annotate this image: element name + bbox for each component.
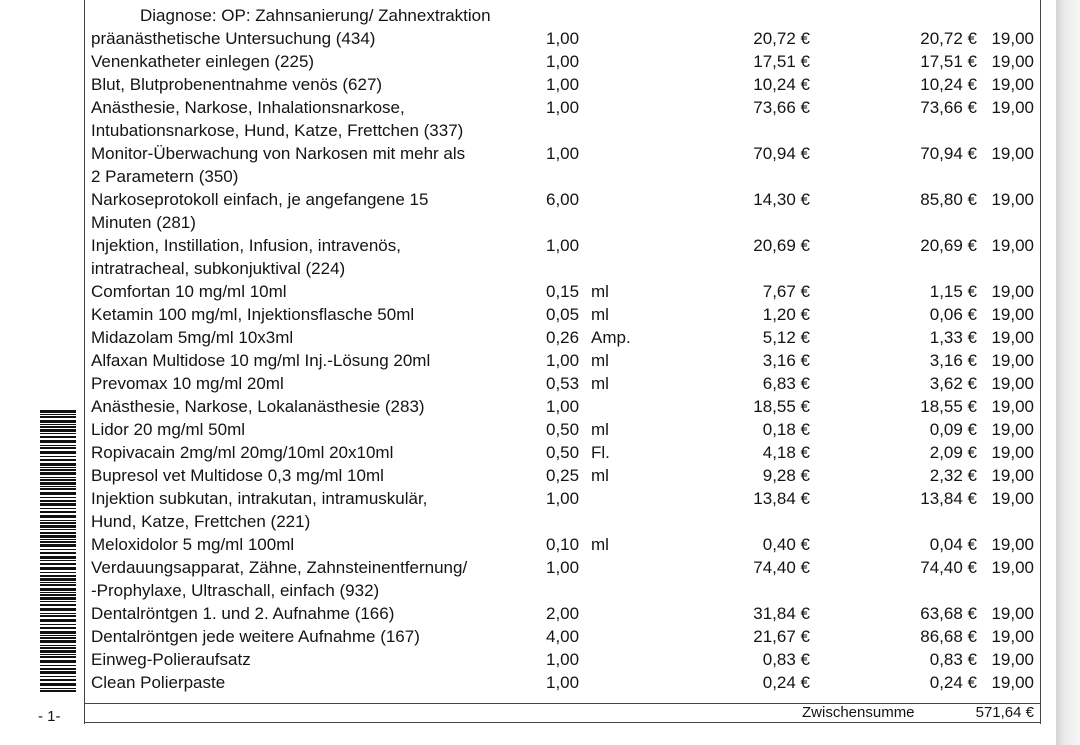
- barcode-bar: [40, 416, 76, 418]
- barcode-bar: [40, 552, 76, 554]
- row-description: Minuten (281): [91, 213, 196, 232]
- barcode-bar: [40, 410, 76, 413]
- row-description: -Prophylaxe, Ultraschall, einfach (932): [91, 581, 380, 600]
- barcode-bar: [40, 650, 76, 653]
- barcode-bar: [40, 482, 76, 485]
- row-description: Clean Polierpaste: [91, 673, 226, 692]
- row-total: 0,04 €: [929, 535, 977, 554]
- row-description: Midazolam 5mg/ml 10x3ml: [91, 328, 294, 347]
- row-total: 0,24 €: [929, 673, 977, 692]
- row-unit-price: 21,67 €: [753, 627, 810, 646]
- barcode-bar: [40, 433, 76, 434]
- barcode-bar: [40, 472, 76, 475]
- table-frame-right: [1040, 0, 1041, 724]
- row-description: Monitor-Überwachung von Narkosen mit mehr als: [91, 144, 466, 163]
- row-description: 2 Parametern (350): [91, 167, 239, 186]
- row-vat-rate: 19,00: [991, 650, 1034, 669]
- row-vat-rate: 19,00: [991, 397, 1034, 416]
- barcode-bar: [40, 477, 76, 478]
- barcode-bar: [40, 492, 76, 495]
- row-quantity: 0,10: [546, 535, 580, 554]
- row-vat-rate: 19,00: [991, 52, 1034, 71]
- row-vat-rate: 19,00: [991, 558, 1034, 577]
- row-total: 10,24 €: [920, 75, 977, 94]
- row-vat-rate: 19,00: [991, 98, 1034, 117]
- barcode-bar: [40, 627, 76, 629]
- row-quantity: 6,00: [546, 190, 580, 209]
- page-edge-shadow: [1056, 0, 1080, 745]
- barcode-bar: [40, 635, 76, 636]
- row-total: 73,66 €: [920, 98, 977, 117]
- barcode-bar: [40, 440, 76, 443]
- barcode-bar: [40, 647, 76, 649]
- row-quantity: 1,00: [546, 52, 580, 71]
- row-unit-price: 13,84 €: [753, 489, 810, 508]
- row-description: Alfaxan Multidose 10 mg/ml Inj.-Lösung 20ml: [91, 351, 431, 370]
- row-unit-price: 0,24 €: [762, 673, 810, 692]
- barcode-bar: [40, 637, 76, 639]
- row-description: Bupresol vet Multidose 0,3 mg/ml 10ml: [91, 466, 384, 485]
- barcode-bar: [40, 556, 76, 559]
- row-total: 2,32 €: [929, 466, 977, 485]
- table-frame-left: [84, 0, 85, 724]
- row-total: 2,09 €: [929, 443, 977, 462]
- row-vat-rate: 19,00: [991, 673, 1034, 692]
- barcode-bar: [40, 601, 76, 602]
- row-description: Comfortan 10 mg/ml 10ml: [91, 282, 287, 301]
- barcode-bar: [40, 608, 76, 611]
- barcode-bar: [40, 436, 76, 438]
- row-total: 85,80 €: [920, 190, 977, 209]
- barcode-bar: [40, 656, 76, 658]
- row-description: Prevomax 10 mg/ml 20ml: [91, 374, 284, 393]
- row-total: 0,06 €: [929, 305, 977, 324]
- barcode-bar: [40, 592, 76, 593]
- row-description: Anästhesie, Narkose, Lokalanästhesie (283): [91, 397, 425, 416]
- row-vat-rate: 19,00: [991, 305, 1034, 324]
- row-unit-price: 74,40 €: [753, 558, 810, 577]
- row-unit-price: 3,16 €: [762, 351, 810, 370]
- barcode-bar: [40, 532, 76, 534]
- row-quantity: 0,50: [546, 420, 580, 439]
- barcode-bar: [40, 500, 76, 502]
- barcode-bar: [40, 688, 76, 689]
- barcode-bar: [40, 467, 76, 468]
- row-total: 17,51 €: [920, 52, 977, 71]
- row-unit-price: 31,84 €: [753, 604, 810, 623]
- barcode-bar: [40, 654, 76, 655]
- row-unit: ml: [591, 305, 609, 324]
- row-unit-price: 70,94 €: [753, 144, 810, 163]
- barcode-bar: [40, 619, 76, 622]
- row-quantity: 1,00: [546, 558, 580, 577]
- subtotal-label: Zwischensumme: [802, 704, 915, 721]
- row-vat-rate: 19,00: [991, 604, 1034, 623]
- barcode-bar: [40, 615, 76, 617]
- row-vat-rate: 19,00: [991, 75, 1034, 94]
- row-total: 74,40 €: [920, 558, 977, 577]
- row-quantity: 1,00: [546, 397, 580, 416]
- row-description: Verdauungsapparat, Zähne, Zahnsteinentfernung/: [91, 558, 468, 577]
- barcode-bar: [40, 597, 76, 600]
- barcode-bar: [40, 544, 76, 547]
- row-description: Narkoseprotokoll einfach, je angefangene 15: [91, 190, 429, 209]
- row-quantity: 1,00: [546, 75, 580, 94]
- barcode-bar: [40, 560, 76, 561]
- barcode-bar: [40, 676, 76, 677]
- row-quantity: 0,26: [546, 328, 580, 347]
- row-total: 1,33 €: [929, 328, 977, 347]
- row-vat-rate: 19,00: [991, 282, 1034, 301]
- row-unit-price: 20,72 €: [753, 29, 810, 48]
- row-unit-price: 17,51 €: [753, 52, 810, 71]
- barcode-bar: [40, 525, 76, 528]
- row-unit-price: 10,24 €: [753, 75, 810, 94]
- row-unit-price: 20,69 €: [753, 236, 810, 255]
- row-unit-price: 9,28 €: [762, 466, 810, 485]
- barcode-bar: [40, 683, 76, 686]
- row-unit-price: 5,12 €: [762, 328, 810, 347]
- row-unit-price: 1,20 €: [762, 305, 810, 324]
- row-vat-rate: 19,00: [991, 190, 1034, 209]
- row-unit: Fl.: [591, 443, 610, 462]
- row-quantity: 0,53: [546, 374, 580, 393]
- diagnosis-line: Diagnose: OP: Zahnsanierung/ Zahnextraktion: [140, 6, 491, 25]
- row-total: 86,68 €: [920, 627, 977, 646]
- row-total: 1,15 €: [929, 282, 977, 301]
- row-description: Ropivacain 2mg/ml 20mg/10ml 20x10ml: [91, 443, 394, 462]
- row-vat-rate: 19,00: [991, 236, 1034, 255]
- barcode-bar: [40, 563, 76, 565]
- row-description: präanästhetische Untersuchung (434): [91, 29, 376, 48]
- row-quantity: 1,00: [546, 144, 580, 163]
- barcode-bar: [40, 479, 76, 481]
- row-unit-price: 73,66 €: [753, 98, 810, 117]
- row-quantity: 2,00: [546, 604, 580, 623]
- barcode-bar: [40, 511, 76, 513]
- row-vat-rate: 19,00: [991, 374, 1034, 393]
- row-quantity: 0,15: [546, 282, 580, 301]
- row-vat-rate: 19,00: [991, 29, 1034, 48]
- row-description: Venenkatheter einlegen (225): [91, 52, 315, 71]
- row-vat-rate: 19,00: [991, 420, 1034, 439]
- barcode-bar: [40, 624, 76, 625]
- row-quantity: 1,00: [546, 489, 580, 508]
- barcode-bar: [40, 488, 76, 490]
- barcode-bar: [40, 604, 76, 606]
- row-quantity: 1,00: [546, 29, 580, 48]
- barcode-bar: [40, 582, 76, 583]
- barcode-bar: [40, 584, 76, 586]
- row-total: 3,16 €: [929, 351, 977, 370]
- barcode-bar: [40, 503, 76, 506]
- row-total: 0,09 €: [929, 420, 977, 439]
- barcode-bar: [40, 668, 76, 670]
- barcode-bar: [40, 588, 76, 591]
- barcode-bar: [40, 414, 76, 415]
- row-total: 20,72 €: [920, 29, 977, 48]
- barcode-bar: [40, 567, 76, 570]
- row-unit-price: 6,83 €: [762, 374, 810, 393]
- row-quantity: 1,00: [546, 98, 580, 117]
- row-quantity: 0,50: [546, 443, 580, 462]
- barcode-bar: [40, 541, 76, 543]
- barcode-bar: [40, 671, 76, 674]
- row-unit: ml: [591, 466, 609, 485]
- barcode-bar: [40, 426, 76, 428]
- row-vat-rate: 19,00: [991, 535, 1034, 554]
- barcode-bar: [40, 456, 76, 457]
- row-description: Dentalröntgen 1. und 2. Aufnahme (166): [91, 604, 395, 623]
- row-description: Meloxidolor 5 mg/ml 100ml: [91, 535, 295, 554]
- barcode-bar: [40, 463, 76, 466]
- row-vat-rate: 19,00: [991, 328, 1034, 347]
- row-total: 0,83 €: [929, 650, 977, 669]
- row-unit-price: 7,67 €: [762, 282, 810, 301]
- row-description: Hund, Katze, Frettchen (221): [91, 512, 311, 531]
- barcode-bar: [40, 529, 76, 530]
- barcode-bar: [40, 613, 76, 614]
- row-unit: ml: [591, 282, 609, 301]
- row-quantity: 1,00: [546, 351, 580, 370]
- row-quantity: 0,25: [546, 466, 580, 485]
- row-description: Intubationsnarkose, Hund, Katze, Frettchen (337): [91, 121, 464, 140]
- row-description: Injektion subkutan, intrakutan, intramuskulär,: [91, 489, 428, 508]
- row-quantity: 1,00: [546, 673, 580, 692]
- row-description: Injektion, Instillation, Infusion, intravenös,: [91, 236, 401, 255]
- subtotal-value: 571,64 €: [975, 704, 1034, 721]
- row-unit-price: 18,55 €: [753, 397, 810, 416]
- barcode-bar: [40, 451, 76, 454]
- barcode-bar: [40, 459, 76, 461]
- row-vat-rate: 19,00: [991, 443, 1034, 462]
- barcode-bar: [40, 645, 76, 646]
- row-unit: ml: [591, 374, 609, 393]
- row-description: Lidor 20 mg/ml 50ml: [91, 420, 246, 439]
- row-unit: ml: [591, 351, 609, 370]
- barcode-bar: [40, 429, 76, 432]
- row-description: Dentalröntgen jede weitere Aufnahme (167): [91, 627, 420, 646]
- row-total: 13,84 €: [920, 489, 977, 508]
- barcode-bar: [40, 640, 76, 643]
- barcode-bar: [40, 520, 76, 521]
- row-vat-rate: 19,00: [991, 489, 1034, 508]
- barcode-bar: [40, 549, 76, 550]
- barcode-bar: [40, 535, 76, 538]
- row-total: 63,68 €: [920, 604, 977, 623]
- row-unit-price: 0,18 €: [762, 420, 810, 439]
- row-quantity: 0,05: [546, 305, 580, 324]
- barcode-bar: [40, 660, 76, 663]
- row-vat-rate: 19,00: [991, 466, 1034, 485]
- row-unit: ml: [591, 535, 609, 554]
- row-description: Anästhesie, Narkose, Inhalationsnarkose,: [91, 98, 405, 117]
- barcode-bar: [40, 522, 76, 524]
- row-unit: Amp.: [591, 328, 631, 347]
- row-quantity: 4,00: [546, 627, 580, 646]
- page-number: - 1-: [38, 708, 61, 725]
- row-total: 18,55 €: [920, 397, 977, 416]
- row-description: Blut, Blutprobenentnahme venös (627): [91, 75, 383, 94]
- row-description: intratracheal, subkonjuktival (224): [91, 259, 346, 278]
- row-description: Einweg-Polieraufsatz: [91, 650, 251, 669]
- barcode-bar: [40, 447, 76, 449]
- row-unit-price: 14,30 €: [753, 190, 810, 209]
- row-unit-price: 0,40 €: [762, 535, 810, 554]
- barcode-bar: [40, 486, 76, 487]
- barcode-bar: [40, 578, 76, 581]
- barcode-bar: [40, 445, 76, 446]
- barcode-bar: [40, 420, 76, 423]
- row-vat-rate: 19,00: [991, 351, 1034, 370]
- barcode-bar: [40, 690, 76, 692]
- barcode-bar: [40, 631, 76, 634]
- row-description: Ketamin 100 mg/ml, Injektionsflasche 50ml: [91, 305, 415, 324]
- barcode-bar: [40, 679, 76, 681]
- barcode-bar: [40, 469, 76, 471]
- barcode-bar: [40, 515, 76, 518]
- barcode-bar: [40, 508, 76, 509]
- barcode-bar: [40, 665, 76, 666]
- barcode-bar: [40, 497, 76, 498]
- barcode-bar: [40, 424, 76, 425]
- barcode-image: [40, 410, 76, 693]
- barcode-bar: [40, 539, 76, 540]
- row-vat-rate: 19,00: [991, 144, 1034, 163]
- row-quantity: 1,00: [546, 236, 580, 255]
- row-vat-rate: 19,00: [991, 627, 1034, 646]
- row-total: 70,94 €: [920, 144, 977, 163]
- row-quantity: 1,00: [546, 650, 580, 669]
- row-total: 20,69 €: [920, 236, 977, 255]
- barcode-bar: [40, 594, 76, 596]
- barcode-bar: [40, 575, 76, 577]
- row-unit: ml: [591, 420, 609, 439]
- row-unit-price: 0,83 €: [762, 650, 810, 669]
- row-total: 3,62 €: [929, 374, 977, 393]
- row-unit-price: 4,18 €: [762, 443, 810, 462]
- barcode-bar: [40, 572, 76, 573]
